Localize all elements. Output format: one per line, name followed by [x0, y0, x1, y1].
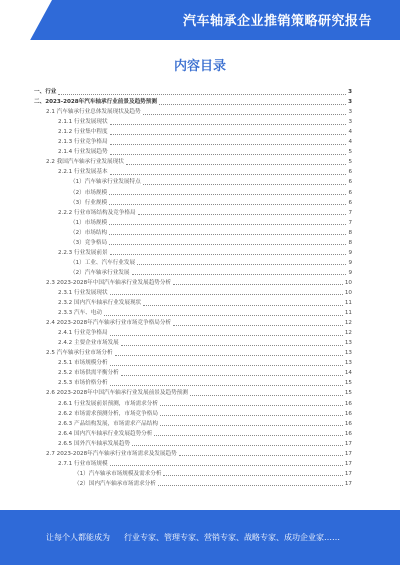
toc-entry[interactable] — [34, 156, 352, 166]
toc-leader-dots — [121, 375, 343, 376]
toc-entry[interactable] — [34, 458, 352, 468]
toc-entry[interactable] — [34, 337, 352, 347]
toc-leader-dots — [109, 204, 346, 205]
toc-leader-dots — [138, 214, 347, 215]
toc-entry[interactable] — [34, 166, 352, 176]
toc-entry-title: 一、行业 — [34, 89, 57, 96]
toc-entry[interactable] — [34, 468, 352, 478]
toc-leader-dots — [110, 174, 347, 175]
toc-entry-page: 9 — [348, 259, 352, 266]
toc-leader-dots — [173, 284, 343, 285]
toc-entry-page: 13 — [344, 350, 352, 357]
toc-leader-dots — [109, 234, 346, 235]
toc-entry-page: 16 — [344, 430, 352, 437]
toc-leader-dots — [110, 335, 343, 336]
footer-lead: 让每个人都能成为 — [46, 533, 110, 542]
toc-entry[interactable] — [34, 217, 352, 227]
toc-entry-page: 16 — [344, 400, 352, 407]
toc-entry-title: （2）国内汽车轴承市场需求分析 — [74, 480, 156, 487]
toc-leader-dots — [109, 244, 346, 245]
toc-leader-dots — [109, 194, 346, 195]
toc-leader-dots — [110, 365, 343, 366]
toc-entry-title: 2.3.1 行业发展现状 — [58, 289, 108, 296]
toc-entry-page: 14 — [344, 370, 352, 377]
toc-entry-page: 7 — [348, 219, 352, 226]
toc-entry-page: 5 — [348, 149, 352, 156]
toc-entry[interactable] — [34, 297, 352, 307]
toc-entry-page: 15 — [344, 390, 352, 397]
toc-entry-page: 8 — [348, 229, 352, 236]
toc-entry-page: 3 — [348, 89, 352, 96]
toc-entry-page: 15 — [344, 380, 352, 387]
toc-leader-dots — [132, 274, 347, 275]
footer-slogan — [46, 532, 340, 543]
toc-entry-title: 2.2 我国汽车轴承行业发展现状 — [46, 159, 124, 166]
toc-entry-title: 2.5 汽车轴承行业市场分析 — [46, 350, 113, 357]
toc-entry-page: 3 — [348, 109, 352, 116]
toc-entry[interactable] — [34, 397, 352, 407]
toc-entry[interactable] — [34, 327, 352, 337]
toc-leader-dots — [154, 435, 343, 436]
toc-entry-title: 2.3.2 国内汽车轴承行业发展现状 — [58, 300, 142, 307]
toc-entry-title: 2.4 2023-2028年汽车轴承行业市场竞争格局分析 — [46, 320, 172, 327]
toc-entry-page: 7 — [348, 209, 352, 216]
toc-entry[interactable] — [34, 367, 352, 377]
toc-leader-dots — [109, 224, 346, 225]
toc-entry-title: （2）市场规模 — [70, 189, 108, 196]
toc-entry-title: 2.2.3 行业发展前景 — [58, 249, 108, 256]
toc-entry-page: 10 — [344, 279, 352, 286]
toc-leader-dots — [110, 154, 347, 155]
toc-entry[interactable] — [34, 347, 352, 357]
toc-entry-page: 4 — [348, 129, 352, 136]
toc-entry-title: 2.4.2 主要企业市场发展 — [58, 340, 119, 347]
toc-leader-dots — [110, 124, 347, 125]
toc-entry[interactable] — [34, 387, 352, 397]
toc-leader-dots — [110, 134, 347, 135]
toc-entry-page: 5 — [348, 159, 352, 166]
toc-entry-page: 16 — [344, 420, 352, 427]
toc-entry[interactable] — [34, 207, 352, 217]
toc-leader-dots — [163, 475, 342, 476]
toc-entry-title: 2.3.3 汽车、电动 — [58, 310, 102, 317]
toc-entry-page: 6 — [348, 199, 352, 206]
toc-entry-page: 17 — [344, 470, 352, 477]
toc-entry-title: （3）行业规模 — [70, 199, 108, 206]
toc-entry-page: 12 — [344, 320, 352, 327]
toc-leader-dots — [143, 114, 347, 115]
toc-leader-dots — [137, 264, 346, 265]
toc-entry-page: 6 — [348, 189, 352, 196]
toc-entry-page: 11 — [344, 300, 352, 307]
toc-entry-title: 2.1 汽车轴承行业总体发展现状及趋势 — [46, 109, 141, 116]
toc-entry-page: 9 — [348, 249, 352, 256]
toc-leader-dots — [160, 415, 343, 416]
toc-entry[interactable] — [34, 428, 352, 438]
toc-entry-title: （3）竞争格局 — [70, 239, 108, 246]
toc-entry-page: 9 — [348, 269, 352, 276]
toc-entry-page: 17 — [344, 440, 352, 447]
toc-entry-title: 2.6.2 市场需求预测分析，市场竞争格局 — [58, 410, 158, 417]
toc-leader-dots — [143, 305, 343, 306]
toc-leader-dots — [110, 294, 343, 295]
toc-entry-page: 8 — [348, 239, 352, 246]
toc-entry[interactable] — [34, 136, 352, 146]
toc-entry-title: 2.7 2023-2028年汽车轴承行业市场需求及发展趋势 — [46, 450, 177, 457]
page-header — [0, 0, 400, 40]
toc-entry[interactable] — [34, 418, 352, 428]
toc-entry-title: 2.6.5 国外汽车轴承发展趋势 — [58, 440, 130, 447]
toc-entry-page: 13 — [344, 340, 352, 347]
toc-entry-page: 17 — [344, 460, 352, 467]
toc-entry[interactable] — [34, 176, 352, 186]
toc-entry-title: 2.2.2 行业市场结构及竞争格局 — [58, 209, 136, 216]
toc-leader-dots — [126, 164, 347, 165]
toc-entry-title: 2.2.1 行业发展基本 — [58, 169, 108, 176]
toc-entry-title: 2.6 2023-2028年中国汽车轴承行业发展前景及趋势预测 — [46, 390, 188, 397]
header-accent-shape — [0, 0, 52, 40]
toc-entry-page: 3 — [348, 99, 352, 106]
toc-leader-dots — [58, 94, 346, 95]
toc-entry-title: 2.7.1 行业市场规模 — [58, 460, 108, 467]
toc-entry-title: 2.1.1 行业发展现状 — [58, 119, 108, 126]
toc-entry[interactable] — [34, 377, 352, 387]
toc-entry-page: 16 — [344, 410, 352, 417]
toc-entry-title: （1）汽车轴承行业发展特点 — [70, 179, 141, 186]
toc-entry-page: 17 — [344, 450, 352, 457]
toc-entry[interactable] — [34, 317, 352, 327]
toc-entry[interactable] — [34, 267, 352, 277]
toc-entry-page: 3 — [348, 119, 352, 126]
toc-leader-dots — [173, 325, 343, 326]
footer-roles: 行业专家、管理专家、营销专家、战略专家、成功企业家…… — [124, 533, 340, 542]
toc-entry-page: 11 — [344, 310, 352, 317]
toc-heading: 内容目录 — [173, 59, 226, 74]
toc-entry-title: 2.5.2 市场供需平衡分析 — [58, 370, 119, 377]
toc-entry-page: 12 — [344, 330, 352, 337]
toc-entry-title: 2.5.1 市场规模分析 — [58, 360, 108, 367]
toc-leader-dots — [160, 405, 343, 406]
toc-entry-page: 17 — [344, 480, 352, 487]
toc-entry[interactable] — [34, 478, 352, 488]
toc-entry-title: （1）工业、汽车行业发展 — [70, 259, 136, 266]
toc-entry[interactable] — [34, 146, 352, 156]
toc-entry-title: 2.1.2 行业集中程度 — [58, 129, 108, 136]
toc-entry[interactable] — [34, 438, 352, 448]
toc-entry[interactable] — [34, 96, 352, 106]
toc-entry[interactable] — [34, 287, 352, 297]
toc-entry[interactable] — [34, 106, 352, 116]
toc-entry[interactable] — [34, 277, 352, 287]
table-of-contents — [34, 86, 352, 488]
toc-entry[interactable] — [34, 116, 352, 126]
toc-entry-page: 13 — [344, 360, 352, 367]
toc-leader-dots — [158, 485, 343, 486]
toc-entry-title: （2）汽车轴承行业发展 — [70, 269, 130, 276]
toc-entry-title: 2.6.1 行业发展前景预测，市场需求分析 — [58, 400, 158, 407]
toc-leader-dots — [110, 254, 347, 255]
toc-entry-title: 2.1.4 行业发展趋势 — [58, 149, 108, 156]
toc-entry[interactable] — [34, 197, 352, 207]
toc-entry[interactable] — [34, 126, 352, 136]
toc-entry[interactable] — [34, 357, 352, 367]
toc-entry-title: 2.4.1 行业竞争格局 — [58, 330, 108, 337]
toc-entry[interactable] — [34, 227, 352, 237]
toc-leader-dots — [121, 345, 343, 346]
toc-leader-dots — [159, 104, 346, 105]
toc-entry-title: 2.6.4 国内汽车轴承行业发展趋势分析 — [58, 430, 153, 437]
toc-entry-title: 2.1.3 行业竞争格局 — [58, 139, 108, 146]
toc-entry[interactable] — [34, 247, 352, 257]
toc-entry[interactable] — [34, 448, 352, 458]
toc-leader-dots — [110, 385, 343, 386]
toc-entry-title: 2.5.3 市场价格分析 — [58, 380, 108, 387]
toc-entry[interactable] — [34, 307, 352, 317]
toc-entry-page: 6 — [348, 179, 352, 186]
toc-entry-page: 6 — [348, 169, 352, 176]
toc-leader-dots — [143, 184, 347, 185]
toc-entry[interactable] — [34, 186, 352, 196]
toc-entry-title: 二、2023-2028年汽车轴承行业前景及趋势预测 — [34, 99, 157, 106]
toc-entry[interactable] — [34, 257, 352, 267]
toc-entry-page: 4 — [348, 139, 352, 146]
toc-entry-title: 2.3 2023-2028年中国汽车轴承行业发展趋势分析 — [46, 279, 172, 286]
toc-leader-dots — [104, 315, 343, 316]
toc-leader-dots — [179, 455, 343, 456]
toc-leader-dots — [115, 355, 343, 356]
toc-entry-page: 10 — [344, 289, 352, 296]
toc-leader-dots — [110, 465, 343, 466]
toc-entry[interactable] — [34, 86, 352, 96]
toc-leader-dots — [190, 395, 343, 396]
toc-entry-title: （1）市场规模 — [70, 219, 108, 226]
toc-entry-title: （2）市场结构 — [70, 229, 108, 236]
report-title: 汽车轴承企业推销策略研究报告 — [182, 14, 372, 29]
toc-entry-title: 2.6.3 产品结构发展，市场需求产品结构 — [58, 420, 158, 427]
toc-leader-dots — [110, 144, 347, 145]
page-footer — [0, 510, 400, 565]
toc-entry[interactable] — [34, 408, 352, 418]
toc-leader-dots — [160, 425, 343, 426]
toc-entry-title: （1）汽车轴承市场规模及需求分析 — [74, 470, 162, 477]
toc-entry[interactable] — [34, 237, 352, 247]
toc-leader-dots — [132, 445, 343, 446]
